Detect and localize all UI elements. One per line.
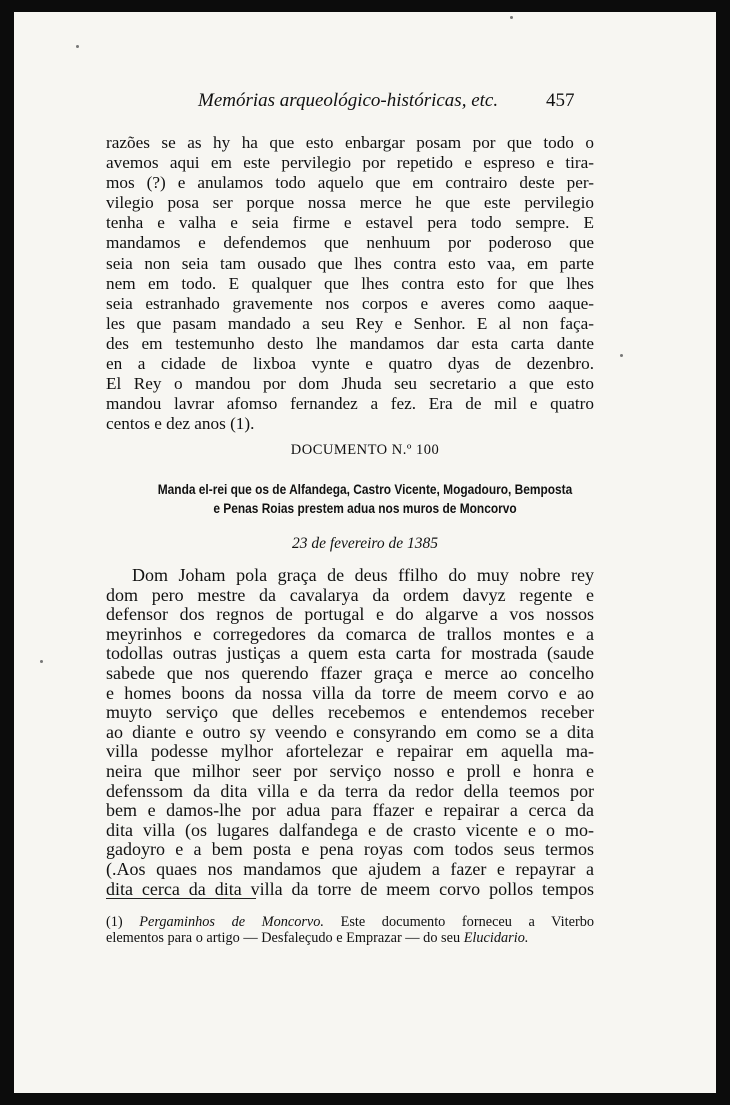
text-line: mos (?) e anulamos todo aquelo que em contrairo deste per- xyxy=(106,173,594,193)
text-line: razões se as hy ha que esto enbargar posam por que todo o xyxy=(106,133,594,152)
footnote xyxy=(106,914,594,946)
footnote-rule xyxy=(106,898,256,899)
text-line: centos e dez anos (1). xyxy=(106,414,255,434)
text-line: muyto serviço que delles recebemos e entendemos receber xyxy=(106,702,594,723)
text-line: defenssom da dita villa e da terra da redor della teemos por xyxy=(106,780,594,801)
text-line: Dom Joham pola graça de deus ffilho do muy nobre rey xyxy=(132,565,594,585)
text-line: seia estranhado gravemente nos corpos e averes como aaque- xyxy=(106,293,594,313)
text-line: meyrinhos e corregedores da comarca de trallos montes e a xyxy=(106,623,594,644)
document-date: 23 de fevereiro de 1385 xyxy=(291,535,439,552)
text-line: mandamos e defendemos que nenhuum por poderoso que xyxy=(106,233,594,253)
text-line: nem em todo. E qualquer que lhes contra esto for que lhes xyxy=(106,273,594,293)
text-line: tenha e valha e seia firme e estavel pera todo sempre. E xyxy=(106,213,594,233)
text-line: bem e damos-lhe por adua para ffazer e repairar a cerca da xyxy=(106,800,594,821)
paper-speck xyxy=(76,45,79,48)
footnote-line xyxy=(106,914,594,930)
text-line: todollas outras justiças a quem esta carta for mostrada (saude xyxy=(106,643,594,664)
text-line: avemos aqui em este pervilegio por repetido e espreso e tira- xyxy=(106,153,594,173)
text-line: defensor dos regnos de portugal e do algarve a vos nossos xyxy=(106,604,594,625)
text-line: sabede que nos querendo ffazer graça e merce ao concelho xyxy=(106,662,594,683)
text-line: (.Aos quaes nos mandamos que ajudem a fazer e repayrar a xyxy=(106,858,594,879)
page-number: 457 xyxy=(546,90,575,111)
footnote-text: elementos para o artigo — Desfaleçudo e Emprazar — do seu xyxy=(106,930,461,946)
paper-speck xyxy=(620,354,623,357)
text-line: dom pero mestre da cavalarya da ordem davyz regente e xyxy=(106,584,594,605)
document-text xyxy=(106,566,594,899)
text-line: dita villa (os lugares dalfandega e de crasto vicente e o mo- xyxy=(106,819,594,840)
text-line: villa podesse mylhor afortelezar e repairar em aquella ma- xyxy=(106,741,594,762)
running-header xyxy=(14,90,716,116)
continued-paragraph xyxy=(106,133,594,434)
text-line: vilegio posa ser porque nossa merce he que este pervilegio xyxy=(106,193,594,213)
summary-line: Manda el-rei que os de Alfandega, Castro Vicente, Mogadouro, Bemposta xyxy=(157,482,573,498)
running-title: Memórias arqueológico-históricas, etc. xyxy=(198,90,499,111)
text-line: El Rey o mandou por dom Jhuda seu secretario a que esto xyxy=(106,374,594,394)
summary-line: e Penas Roias prestem adua nos muros de Moncorvo xyxy=(213,501,517,517)
document-title: DOCUMENTO N.º 100 xyxy=(290,442,440,458)
paper-speck xyxy=(510,16,513,19)
text-line: ao diante e outro sy veendo e consyrando em como se a dita xyxy=(106,721,594,742)
page xyxy=(14,12,716,1093)
text-line: neira que milhor seer por serviço nosso e proll e honra e xyxy=(106,760,594,781)
text-line: mandou lavrar afomso fernandez a fez. Era de mil e quatro xyxy=(106,394,594,414)
text-line: seia non seia tam ousado que lhes contra esto vaa, em parte xyxy=(106,253,594,273)
text-line: dita cerca da dita villa da torre de meem corvo pollos tempos xyxy=(106,878,594,899)
paper-speck xyxy=(40,660,43,663)
footnote-line xyxy=(106,930,594,946)
text-line: en a cidade de lixboa vynte e quatro dyas de dezenbro. xyxy=(106,354,594,374)
text-line: des em testemunho desto lhe mandamos dar esta carta dante xyxy=(106,333,594,353)
text-line: gadoyro e a bem posta e pena royas com todos seus termos xyxy=(106,839,594,860)
footnote-work-title: Elucidario. xyxy=(463,930,529,946)
text-line: les que pasam mandado a seu Rey e Senhor. E al non faça- xyxy=(106,313,594,333)
footnote-marker: (1) xyxy=(106,914,123,930)
document-summary xyxy=(70,481,660,519)
footnote-source-title: Pergaminhos de Moncorvo. xyxy=(139,914,324,930)
text-line: e homes boons da nossa villa da torre de meem corvo e ao xyxy=(106,682,594,703)
footnote-text: Este documento forneceu a Viterbo xyxy=(340,914,594,930)
